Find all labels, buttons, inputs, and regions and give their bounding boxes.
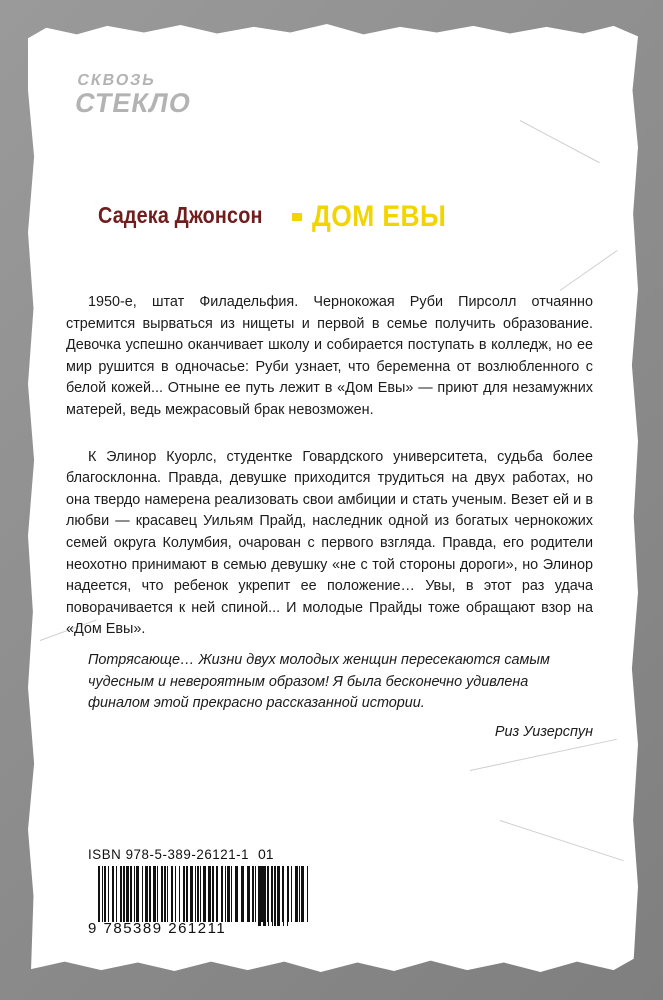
blurb (66, 292, 593, 666)
barcode-bar (149, 866, 151, 922)
barcode-bar (216, 866, 218, 922)
barcode-bar (142, 866, 143, 922)
barcode-bar (102, 866, 103, 922)
barcode-bar (291, 866, 292, 922)
barcode-bar (287, 866, 288, 926)
barcode-bar (268, 866, 269, 926)
barcode-bar (112, 866, 114, 922)
barcode-addon-bars (258, 866, 288, 926)
title-row (98, 200, 538, 240)
barcode-bar (175, 866, 176, 922)
barcode-bar (277, 866, 280, 926)
barcode-bar (190, 866, 193, 922)
series-line-1: СКВОЗЬ (75, 72, 158, 89)
barcode-bar (263, 866, 266, 926)
barcode-bar (179, 866, 180, 922)
barcode-bar (227, 866, 230, 922)
barcode-addon-label: 01 (258, 846, 274, 862)
barcode-bar (116, 866, 117, 922)
series-line-2: СТЕКЛО (72, 88, 194, 118)
barcode-digits: 9 785389 261211 (88, 920, 227, 937)
barcode-bar (157, 866, 158, 922)
barcode-bar (195, 866, 196, 922)
barcode-bar (200, 866, 201, 922)
barcode-bar (145, 866, 148, 922)
barcode-bar (120, 866, 122, 922)
barcode-bar (167, 866, 168, 922)
barcode-bar (235, 866, 238, 922)
barcode-bar (104, 866, 106, 922)
barcode-bar (301, 866, 304, 922)
barcode-bar (164, 866, 166, 922)
barcode-bar (153, 866, 156, 922)
barcode-bar (295, 866, 298, 922)
barcode-bar (186, 866, 188, 922)
barcode-bar (307, 866, 308, 922)
barcode-bar (130, 866, 132, 922)
blurb-paragraph-1: 1950-е, штат Филадельфия. Чернокожая Руби Пирсолл отчаянно стремится вырваться из нищеты и первой в семье получить образование. Девочка успешно оканчивает школу и собирается поступать в колледж, но ее мир рушится в одночасье: Руби узнает, что беременна от возлюбленного с белой кожей... Отныне ее путь лежит в «Дом Евы» — приют для незамужних матерей, ведь межрасовый брак невозможен. (66, 294, 593, 418)
review-quote: Потрясающе… Жизни двух молодых женщин пересекаются самым чудесным и невероятным образом! Я была бесконечно удивлена финалом этой прекрасно рассказанной истории. (88, 652, 550, 712)
barcode-bar (161, 866, 163, 922)
barcode-bar (126, 866, 129, 922)
barcode-bar (183, 866, 185, 922)
barcode-bar (299, 866, 300, 922)
barcode-bar (283, 866, 284, 926)
series-logo (71, 72, 197, 116)
blurb-paragraph-2: К Элинор Куорлс, студентке Говардского университета, судьба более благосклонна. Правда, девушке приходится трудиться на двух работах, но она твердо намерена реализовать свои амбиции и стать ученым. Везет ей и в любви — красавец Уильям Прайд, наследник одной из богатых чернокожих семей округа Колумбия, очарован с первого взгляда. Правда, его родители неохотно принимают в семью девушку «не с той стороны дороги», но Элинор надеется, что ребенок укрепит ее положение… Увы, в этот раз удача поворачивается к ней спиной... И молодые Прайды тоже обращают взор на «Дом Евы». (66, 448, 593, 638)
barcode-bar (212, 866, 214, 922)
barcode-bar (258, 866, 261, 926)
barcode-bar (252, 866, 254, 922)
barcode-bar (225, 866, 226, 922)
review-author: Риз Уизерспун (494, 724, 593, 740)
barcode-bar (247, 866, 250, 922)
barcode-bar (197, 866, 199, 922)
barcode-bar (221, 866, 223, 922)
barcode-bar (208, 866, 211, 922)
title-separator (292, 213, 302, 221)
barcode-addon (258, 846, 290, 938)
barcode-bar (98, 866, 100, 922)
barcode-bar (255, 866, 256, 922)
barcode-bar (241, 866, 244, 922)
book-title: ДОМ ЕВЫ (312, 200, 447, 233)
barcode-bar (134, 866, 135, 922)
barcode-bar (123, 866, 125, 922)
barcode-bar (231, 866, 232, 922)
book-author: Садека Джонсон (98, 202, 263, 228)
barcode-bar (136, 866, 139, 922)
barcode-bar (274, 866, 276, 926)
barcode-bar (203, 866, 206, 922)
barcode-bar (171, 866, 173, 922)
isbn-label: ISBN 978-5-389-26121-1 (88, 846, 250, 862)
barcode-bar (272, 866, 273, 926)
barcode-bar (108, 866, 109, 922)
